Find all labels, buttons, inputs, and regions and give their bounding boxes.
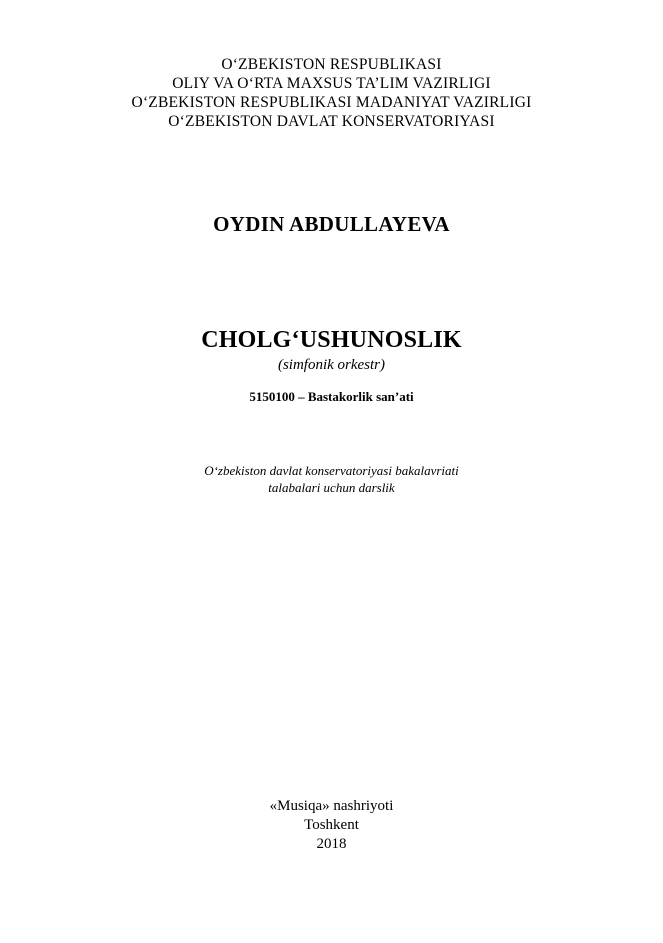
ministry-line: O‘ZBEKISTON RESPUBLIKASI MADANIYAT VAZIRLIGI bbox=[131, 94, 532, 111]
purpose-statement bbox=[0, 462, 663, 496]
publisher-city: Toshkent bbox=[304, 817, 359, 833]
author-name: OYDIN ABDULLAYEVA bbox=[213, 212, 450, 236]
ministries-header bbox=[0, 55, 663, 131]
ministry-line: O‘ZBEKISTON RESPUBLIKASI bbox=[221, 56, 442, 73]
purpose-line: O‘zbekiston davlat konservatoriyasi bakalavriati bbox=[204, 463, 459, 478]
publisher-info bbox=[0, 797, 663, 854]
book-title: CHOLG‘USHUNOSLIK bbox=[201, 327, 462, 353]
purpose-line: talabalari uchun darslik bbox=[268, 480, 395, 495]
book-subtitle: (simfonik orkestr) bbox=[277, 357, 386, 373]
publisher-name: «Musiqa» nashriyoti bbox=[269, 798, 394, 814]
publication-year: 2018 bbox=[316, 836, 347, 852]
ministry-line: OLIY VA O‘RTA MAXSUS TA’LIM VAZIRLIGI bbox=[172, 75, 491, 92]
specialty-code: 5150100 – Bastakorlik san’ati bbox=[249, 389, 414, 404]
ministry-line: O‘ZBEKISTON DAVLAT KONSERVATORIYASI bbox=[168, 113, 495, 130]
